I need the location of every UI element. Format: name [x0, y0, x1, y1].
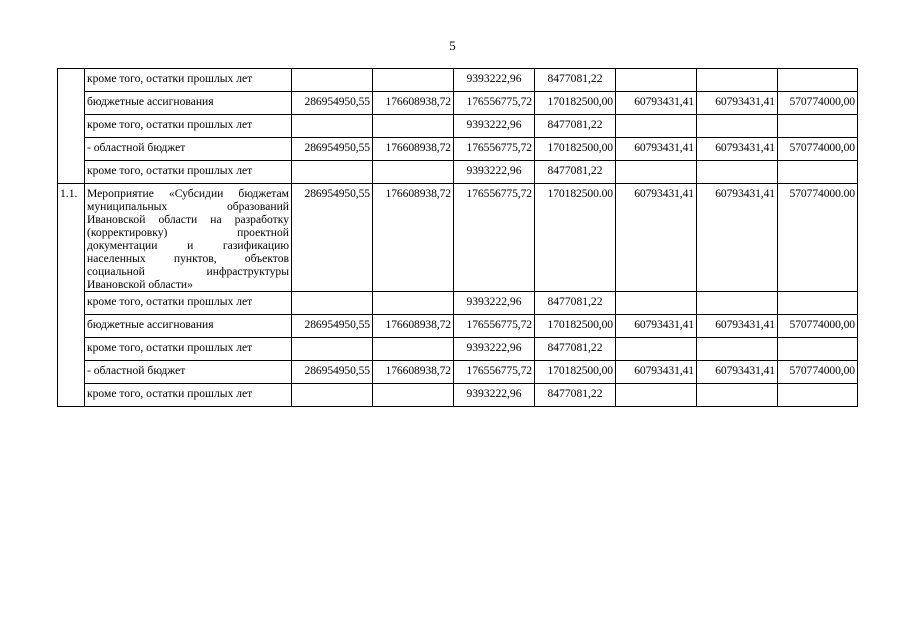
value-cell	[697, 161, 778, 184]
value-cell	[697, 69, 778, 92]
value-cell: 176556775,72	[454, 138, 535, 161]
value-cell: 8477081,22	[535, 384, 616, 407]
item-name: Мероприятие «Субсидии бюджетам муниципальных образований Ивановской области на разработку (корректировку) проектной документации и газификацию населенных пунктов, объектов социальной инфраструктуры Ивановской области»	[85, 184, 292, 292]
value-cell: 60793431,41	[697, 184, 778, 292]
value-cell: 9393222,96	[454, 161, 535, 184]
value-cell	[292, 292, 373, 315]
table-row	[58, 161, 858, 184]
value-cell	[616, 161, 697, 184]
value-cell	[778, 338, 858, 361]
value-cell	[697, 292, 778, 315]
table-row	[58, 384, 858, 407]
table-row	[58, 361, 858, 384]
value-cell: 9393222,96	[454, 69, 535, 92]
value-cell	[292, 338, 373, 361]
table-row	[58, 184, 858, 292]
value-cell: 60793431,41	[616, 315, 697, 338]
value-cell: 8477081,22	[535, 292, 616, 315]
value-cell: 9393222,96	[454, 115, 535, 138]
value-cell: 570774000,00	[778, 315, 858, 338]
value-cell: 570774000,00	[778, 361, 858, 384]
table-row	[58, 92, 858, 115]
value-cell	[373, 292, 454, 315]
value-cell: 9393222,96	[454, 292, 535, 315]
value-cell: 60793431,41	[616, 138, 697, 161]
value-cell: 570774000,00	[778, 138, 858, 161]
row-number-cell: 1.1.	[58, 184, 85, 407]
table-row	[58, 115, 858, 138]
value-cell: 170182500.00	[535, 184, 616, 292]
value-cell	[697, 338, 778, 361]
value-cell	[373, 115, 454, 138]
value-cell	[373, 69, 454, 92]
value-cell	[616, 384, 697, 407]
row-label: бюджетные ассигнования	[85, 92, 292, 115]
value-cell: 170182500,00	[535, 361, 616, 384]
row-label: - областной бюджет	[85, 361, 292, 384]
value-cell: 176608938,72	[373, 315, 454, 338]
value-cell: 60793431,41	[697, 315, 778, 338]
value-cell	[697, 384, 778, 407]
value-cell: 286954950,55	[292, 138, 373, 161]
value-cell: 176556775,72	[454, 315, 535, 338]
value-cell	[778, 115, 858, 138]
value-cell: 176556775,72	[454, 184, 535, 292]
row-label: кроме того, остатки прошлых лет	[85, 338, 292, 361]
value-cell	[616, 292, 697, 315]
value-cell	[697, 115, 778, 138]
value-cell	[373, 384, 454, 407]
value-cell	[778, 69, 858, 92]
value-cell	[292, 115, 373, 138]
value-cell: 60793431,41	[616, 361, 697, 384]
value-cell: 286954950,55	[292, 315, 373, 338]
value-cell: 8477081,22	[535, 338, 616, 361]
value-cell: 176608938,72	[373, 361, 454, 384]
page-number: 5	[449, 38, 456, 53]
row-label: кроме того, остатки прошлых лет	[85, 115, 292, 138]
value-cell	[616, 338, 697, 361]
value-cell: 8477081,22	[535, 115, 616, 138]
value-cell: 60793431,41	[697, 361, 778, 384]
row-label: - областной бюджет	[85, 138, 292, 161]
value-cell: 176556775,72	[454, 361, 535, 384]
value-cell: 570774000,00	[778, 92, 858, 115]
value-cell: 170182500,00	[535, 92, 616, 115]
value-cell: 8477081,22	[535, 69, 616, 92]
row-label: кроме того, остатки прошлых лет	[85, 69, 292, 92]
row-number-cell	[58, 69, 85, 184]
value-cell: 9393222,96	[454, 384, 535, 407]
value-cell	[778, 384, 858, 407]
table-row	[58, 138, 858, 161]
value-cell	[778, 292, 858, 315]
row-label: бюджетные ассигнования	[85, 315, 292, 338]
value-cell: 60793431,41	[697, 138, 778, 161]
value-cell	[616, 69, 697, 92]
value-cell: 286954950,55	[292, 361, 373, 384]
value-cell: 286954950,55	[292, 92, 373, 115]
value-cell: 9393222,96	[454, 338, 535, 361]
table-row	[58, 69, 858, 92]
value-cell: 60793431,41	[616, 184, 697, 292]
table-row	[58, 338, 858, 361]
value-cell: 176608938,72	[373, 184, 454, 292]
value-cell: 60793431,41	[697, 92, 778, 115]
budget-table	[57, 68, 858, 407]
value-cell	[616, 115, 697, 138]
table-row	[58, 315, 858, 338]
value-cell: 60793431,41	[616, 92, 697, 115]
value-cell: 170182500,00	[535, 138, 616, 161]
value-cell: 170182500,00	[535, 315, 616, 338]
table-row	[58, 292, 858, 315]
value-cell: 176608938,72	[373, 138, 454, 161]
value-cell: 176556775,72	[454, 92, 535, 115]
value-cell	[292, 69, 373, 92]
row-label: кроме того, остатки прошлых лет	[85, 384, 292, 407]
value-cell	[373, 161, 454, 184]
value-cell	[292, 384, 373, 407]
value-cell: 286954950,55	[292, 184, 373, 292]
row-label: кроме того, остатки прошлых лет	[85, 161, 292, 184]
value-cell: 8477081,22	[535, 161, 616, 184]
value-cell	[778, 161, 858, 184]
row-label: кроме того, остатки прошлых лет	[85, 292, 292, 315]
value-cell: 570774000.00	[778, 184, 858, 292]
value-cell: 176608938,72	[373, 92, 454, 115]
value-cell	[292, 161, 373, 184]
value-cell	[373, 338, 454, 361]
